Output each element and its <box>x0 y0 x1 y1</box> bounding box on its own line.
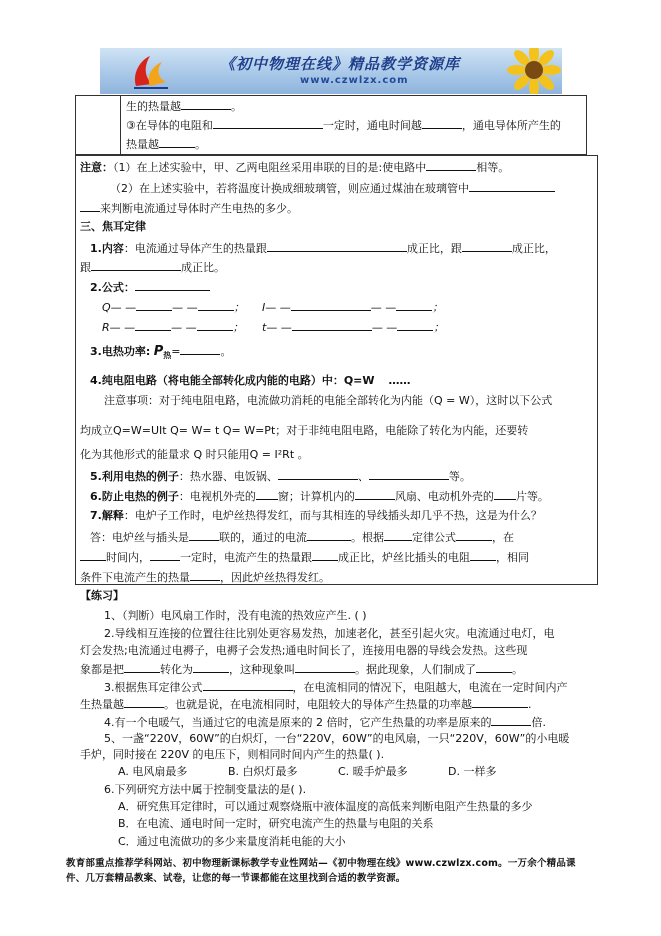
question: 手炉，同时接在 220V 的电压下，则相同时间内产生的热量( ). <box>80 748 385 761</box>
formula-semi: ； <box>432 301 444 314</box>
question: 4.有一个电暖气，当通过它的电流是原来的 2 倍时，它产生热量的功率是原来的 <box>104 716 492 729</box>
option-c[interactable]: C．通过电流做功的多少来量度消耗电能的大小 <box>118 835 346 848</box>
formula-symbol: t— — <box>262 321 292 334</box>
blank[interactable] <box>292 319 372 331</box>
table-text: ③在导体的电阻和 <box>126 119 213 132</box>
answer-text: 一定时，电流产生的热量跟 <box>180 551 312 564</box>
blank[interactable] <box>469 180 555 192</box>
blank[interactable] <box>203 679 293 691</box>
question: 2.导线相互连接的位置往往比别处更容易发热，加速老化，甚至引起火灾。电流通过电灯，电 <box>104 627 555 640</box>
blank[interactable] <box>198 299 234 311</box>
option-a[interactable]: A．研究焦耳定律时，可以通过观察烧瓶中液体温度的高低来判断电阻产生热量的多少 <box>118 800 533 813</box>
blank[interactable] <box>462 240 512 252</box>
formula-row-1 <box>102 299 245 315</box>
blank[interactable] <box>422 117 462 129</box>
blank[interactable] <box>476 661 512 673</box>
content-text: 成正比， <box>511 242 556 255</box>
table-text: ，通电导体所产生的 <box>461 119 561 132</box>
blank[interactable] <box>189 529 219 541</box>
formula-subscript: 热 <box>163 351 172 361</box>
practice-heading: 【练习】 <box>80 589 124 602</box>
question: 6.下列研究方法中属于控制变量法的是( ). <box>104 783 307 796</box>
question: 5、一盏“220V，60W”的白炽灯，一台“220V，60W”的电风扇，一只“220V，60W”的小电暖 <box>104 732 570 745</box>
option-c[interactable]: C. 暖手炉最多 <box>338 765 408 778</box>
blank[interactable] <box>396 299 432 311</box>
content-text: 成正比。 <box>181 261 225 274</box>
blank[interactable] <box>256 488 278 500</box>
site-logo-icon <box>130 52 170 90</box>
banner-url[interactable]: www.czwlzx.com <box>300 75 409 86</box>
formula-dash: — — <box>172 301 198 314</box>
blank[interactable] <box>472 696 528 708</box>
option-b[interactable]: B. 白炽灯最多 <box>228 765 298 778</box>
blank[interactable] <box>135 279 210 291</box>
answer-text: ，在 <box>492 531 514 544</box>
question: ，这种现象叫 <box>229 663 295 676</box>
footer-line: 教育部重点推荐学科网站、初中物理新课标教学专业性网站—《初中物理在线》www.czwlzx.com。一万余个精品课 <box>66 858 576 869</box>
content-text: …… <box>388 374 411 387</box>
note-line: 注意事项：对于纯电阻电路，电流做功消耗的电能全部转化为内能（Q = W），这时以下公式 <box>104 394 553 407</box>
item-label: 5.利用电热的例子 <box>90 470 179 483</box>
blank[interactable] <box>197 319 233 331</box>
formula-dash: — — <box>371 321 398 334</box>
blank[interactable] <box>491 714 531 726</box>
question: . <box>528 698 532 711</box>
blank[interactable] <box>470 549 496 561</box>
item-label: 4.纯电阻电路（将电能全部转化成内能的电路）中：Q=W <box>90 374 375 387</box>
formula-symbol: P <box>153 344 164 359</box>
content-text: 成正比，跟 <box>406 242 462 255</box>
content-text: 等。 <box>448 470 471 483</box>
experiment-table-fragment <box>75 95 587 155</box>
blank[interactable] <box>494 488 516 500</box>
table-right-cell <box>126 96 578 154</box>
answer-text: 时间内， <box>106 551 150 564</box>
blank[interactable] <box>80 549 106 561</box>
blank[interactable] <box>80 200 100 212</box>
content-text: 。 <box>220 345 232 358</box>
answer-text: 成正比，炉丝比插头的电阻 <box>338 551 470 564</box>
blank[interactable] <box>180 343 220 355</box>
note-line: 化为其他形式的能量求 Q 时只能用Q = I²Rt 。 <box>80 448 309 461</box>
blank[interactable] <box>267 240 407 252</box>
answer-text: ，相同 <box>496 551 529 564</box>
header-banner <box>100 48 562 94</box>
option-b[interactable]: B．在电流、通电时间一定时，研究电流产生的热量与电阻的关系 <box>118 817 434 830</box>
content-text: ：电流通过导体产生的热量跟 <box>123 242 267 255</box>
formula-symbol: I— — <box>262 301 291 314</box>
blank[interactable] <box>291 299 371 311</box>
blank[interactable] <box>397 319 433 331</box>
content-text: ：电视机外壳的 <box>178 490 256 503</box>
table-text: 。 <box>231 100 242 113</box>
question: 。据此现象，人们制成了 <box>355 663 476 676</box>
note-line: 相等。 <box>476 161 510 174</box>
blank[interactable] <box>213 117 323 129</box>
content-text: ：热水器、电饭锅、 <box>178 470 278 483</box>
formula-semi: ； <box>233 301 245 314</box>
blank[interactable] <box>426 159 476 171</box>
question: 象都是把 <box>80 663 124 676</box>
note-line: （1）在上述实验中，甲、乙两电阻丝采用串联的目的是:使电路中 <box>113 161 427 174</box>
blank[interactable] <box>193 661 229 673</box>
formula-dash: — — <box>370 301 397 314</box>
question: 倍. <box>531 716 546 729</box>
answer-text: ，因此炉丝热得发红。 <box>220 571 330 584</box>
blank[interactable] <box>278 468 358 480</box>
option-d[interactable]: D. 一样多 <box>448 765 497 778</box>
content-text: 风扇、电动机外壳的 <box>394 490 494 503</box>
question: ，在电流相同的情况下，电阻越大，电流在一定时间内产 <box>292 681 568 694</box>
blank[interactable] <box>124 696 164 708</box>
blank[interactable] <box>312 549 338 561</box>
sunflower-icon <box>500 48 562 94</box>
formula-symbol: Q— — <box>102 301 137 314</box>
content-text: 、 <box>357 470 369 483</box>
blank[interactable] <box>136 299 172 311</box>
item-label: 2.公式： <box>90 281 135 294</box>
blank[interactable] <box>135 319 171 331</box>
question: 3.根据焦耳定律公式 <box>104 681 203 694</box>
blank[interactable] <box>91 259 181 271</box>
banner-title: 《初中物理在线》精品教学资源库 <box>220 55 461 73</box>
formula-symbol: R— — <box>102 321 136 334</box>
question: 1、（判断）电风扇工作时，没有电流的热效应产生. ( ) <box>104 609 367 622</box>
item-label: 7.解释 <box>90 509 124 522</box>
content-text: ：电炉子工作时，电炉丝热得发红，而与其相连的导线插头却几乎不热，这是为什么？ <box>123 509 542 522</box>
table-text: 。 <box>195 138 206 151</box>
answer-text: 答：电炉丝与插头是 <box>90 531 189 544</box>
formula-row-3 <box>102 319 244 335</box>
answer-text: 条件下电流产生的热量 <box>80 571 190 584</box>
question: 。 <box>512 663 523 676</box>
formula-semi: ； <box>433 321 445 334</box>
section-heading: 三、焦耳定律 <box>80 220 146 233</box>
note-line: 来判断电流通过导体时产生电热的多少。 <box>100 202 298 215</box>
option-a[interactable]: A. 电风扇最多 <box>118 765 188 778</box>
content-text: 窗；计算机内的 <box>277 490 355 503</box>
blank[interactable] <box>456 529 492 541</box>
blank[interactable] <box>355 488 395 500</box>
blank[interactable] <box>307 529 351 541</box>
item-label: 3.电热功率: <box>90 345 151 358</box>
item-label: 6.防止电热的例子 <box>90 490 179 503</box>
blank[interactable] <box>159 136 195 148</box>
question: 。也就是说，在电流相同时，电阻较大的导体产生热量的功率越 <box>164 698 472 711</box>
blank[interactable] <box>190 569 220 581</box>
blank[interactable] <box>124 661 160 673</box>
formula-row-2 <box>262 299 443 315</box>
question: 转化为 <box>160 663 193 676</box>
note-line: 均成立Q=W=UIt Q= W= t Q= W=Pt；对于非纯电阻电路，电能除了转化为内能，还要转 <box>80 424 529 437</box>
blank[interactable] <box>150 549 180 561</box>
formula-dash: — — <box>171 321 197 334</box>
note-line: （2）在上述实验中，若将温度计换成细玻璃管，则应通过煤油在玻璃管中 <box>110 182 469 195</box>
question: 灯会发热;电流通过电褥子，电褥子会发热;通电时间长了，连接用电器的导线会发热。这些现 <box>80 644 528 657</box>
note-label: 注意： <box>80 161 113 174</box>
blank[interactable] <box>384 529 412 541</box>
item-label: 1.内容 <box>90 242 124 255</box>
formula-eq: = <box>171 345 181 358</box>
table-text: 生的热量越 <box>126 100 181 113</box>
formula-row-4 <box>262 319 444 335</box>
formula-semi: ； <box>232 321 244 334</box>
answer-text: 定律公式 <box>412 531 456 544</box>
answer-text: 。根据 <box>351 531 384 544</box>
content-text: 片等。 <box>515 490 549 503</box>
question: 生热量越 <box>80 698 124 711</box>
answer-text: 联的，通过的电流 <box>219 531 307 544</box>
blank[interactable] <box>181 98 231 110</box>
content-text: 跟 <box>80 261 91 274</box>
footer-line: 件、几万套精品教案、试卷，让您的每一节课都能在这里找到合适的教学资源。 <box>66 873 406 884</box>
table-text: 热量越 <box>126 138 159 151</box>
table-left-cell <box>76 96 121 154</box>
blank[interactable] <box>295 661 355 673</box>
table-text: 一定时，通电时间越 <box>322 119 422 132</box>
blank[interactable] <box>369 468 449 480</box>
